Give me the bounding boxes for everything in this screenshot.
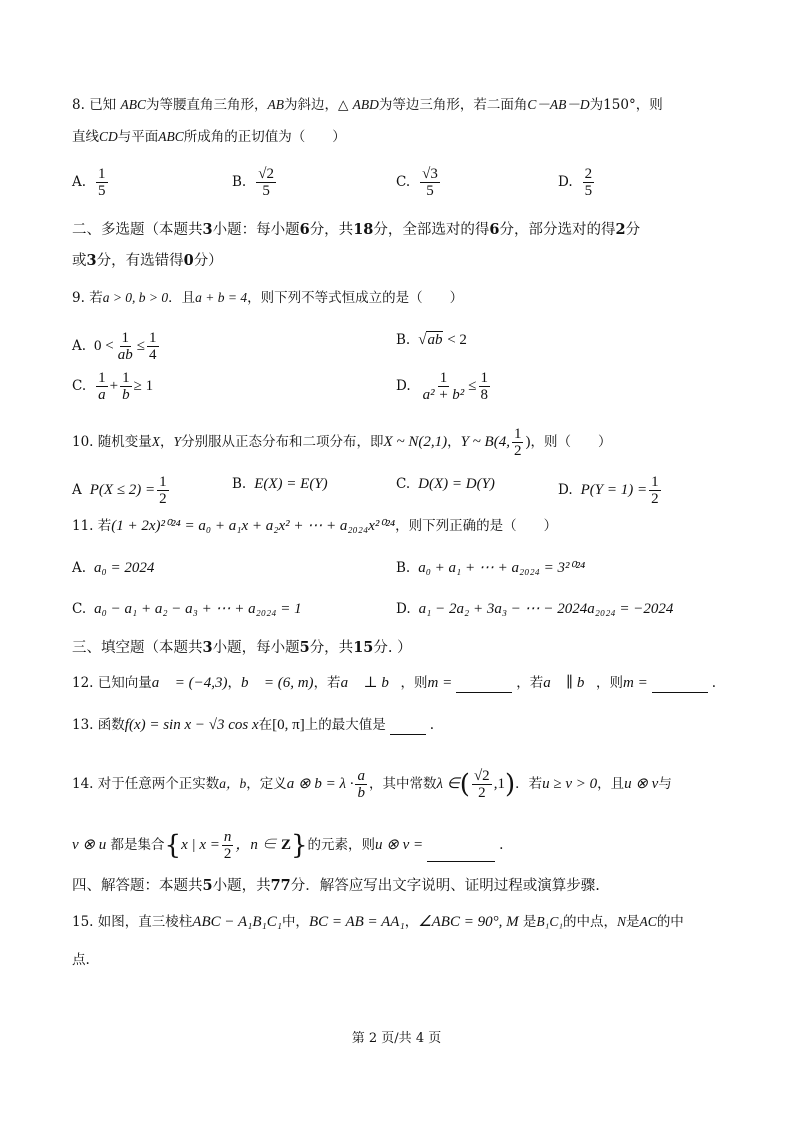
section-2-heading-line2: 或3分，有选错得0分） xyxy=(72,252,223,269)
q11-stem: 11. 若(1 + 2x)²⁰²⁴ = a₀ + a₁x + a₂x² + ⋯ + a₂₀₂₄x²⁰²⁴，则下列正确的是（ ） xyxy=(72,518,558,534)
q11-option-c: C. a₀ − a₁ + a₂ − a₃ + ⋯ + a₂₀₂₄ = 1 xyxy=(72,601,302,617)
q8-line2: 直线CD与平面ABC所成角的正切值为（ ） xyxy=(72,129,346,145)
q11-option-b: B. a₀ + a₁ + ⋯ + a₂₀₂₄ = 3²⁰²⁴ xyxy=(396,560,586,576)
q14-line1: 14. 对于任意两个正实数a，b，定义a ⊗ b = λ · $\frac{a}{b}$ ，其中常数λ ∈( $\frac{√2}{2}$ ,1)．若u ≥ v > 0，且u ⊗ v与 xyxy=(72,768,672,801)
page-footer: 第 2 页/共 4 页 xyxy=(351,1031,442,1046)
q8-option-d: D. $\frac{2}{5}$ xyxy=(558,166,593,199)
q9-stem: 9. 若a > 0, b > 0．且a + b = 4，则下列不等式恒成立的是（ ） xyxy=(72,290,464,306)
q9-option-d: D. $\frac{1}{\text{a² + b²}}$ ≤ $\frac{1}{8}$ xyxy=(396,370,488,403)
section-3-heading: 三、填空题（本题共3小题，每小题5分，共15分. ） xyxy=(72,639,412,656)
q8-option-b: B. $\frac{√2}{5}$ xyxy=(232,166,274,199)
q15-line2: 点. xyxy=(72,952,90,968)
q9-option-b: B. √ab < 2 xyxy=(396,332,467,348)
q12-blank-2[interactable] xyxy=(652,677,708,693)
q10-option-b: B. E(X) = E(Y) xyxy=(232,476,328,492)
section-2-heading: 二、多选题（本题共3小题：每小题6分，共18分，全部选对的得6分，部分选对的得2分 xyxy=(72,221,641,238)
q15-line1: 15. 如图，直三棱柱ABC − A₁B₁C₁中，BC = AB = AA₁，∠ABC = 90°, M 是B₁C₁的中点，N是AC的中 xyxy=(72,914,684,930)
q8-option-c: C. $\frac{√3}{5}$ xyxy=(396,166,438,199)
q14-blank[interactable] xyxy=(427,846,495,862)
q13-stem: 13. 函数f(x) = sin x − √3 cos x在[0, π]上的最大值是 . xyxy=(72,717,435,733)
section-4-heading: 四、解答题：本题共5小题，共77分．解答应写出文字说明、证明过程或演算步骤. xyxy=(72,877,600,894)
q10-option-a: A P(X ≤ 2) = $\frac{1}{2}$ xyxy=(72,474,167,507)
q9-option-c: C. $\frac{1}{a}$ + $\frac{1}{b}$ ≥ 1 xyxy=(72,370,154,403)
q11-option-a: A. a₀ = 2024 xyxy=(72,560,155,576)
q13-blank[interactable] xyxy=(390,719,426,735)
q10-option-c: C. D(X) = D(Y) xyxy=(396,476,495,492)
q12-blank-1[interactable] xyxy=(456,677,512,693)
q10-stem: 10. 随机变量X，Y分别服从正态分布和二项分布，即X ~ N(2,1)，Y ~ B(4, $\frac{1}{2}$ )，则（ ） xyxy=(72,426,612,459)
q9-option-a: A. 0 < $\frac{1}{ab}$ ≤ $\frac{1}{4}$ xyxy=(72,330,157,363)
q8-option-a: A. $\frac{1}{5}$ xyxy=(72,166,106,199)
q14-line2: v ⊗ u 都是集合{x | x = $\frac{n}{2}$ ，n ∈ Z}的元素，则u ⊗ v = . xyxy=(72,829,504,862)
q12-stem: 12. 已知向量a⃗ = (−4,3)，b⃗ = (6, m)，若a⃗ ⊥ b⃗，则m = ，若a⃗ ∥ b⃗，则m = . xyxy=(72,675,717,691)
q10-option-d: D. P(Y = 1) = $\frac{1}{2}$ xyxy=(558,474,659,507)
q8-line1: 8. 已知 ABC为等腰直角三角形，AB为斜边，△ ABD为等边三角形，若二面角C－AB－D为150°，则 xyxy=(72,97,663,113)
q11-option-d: D. a₁ − 2a₂ + 3a₃ − ⋯ − 2024a₂₀₂₄ = −2024 xyxy=(396,601,674,617)
